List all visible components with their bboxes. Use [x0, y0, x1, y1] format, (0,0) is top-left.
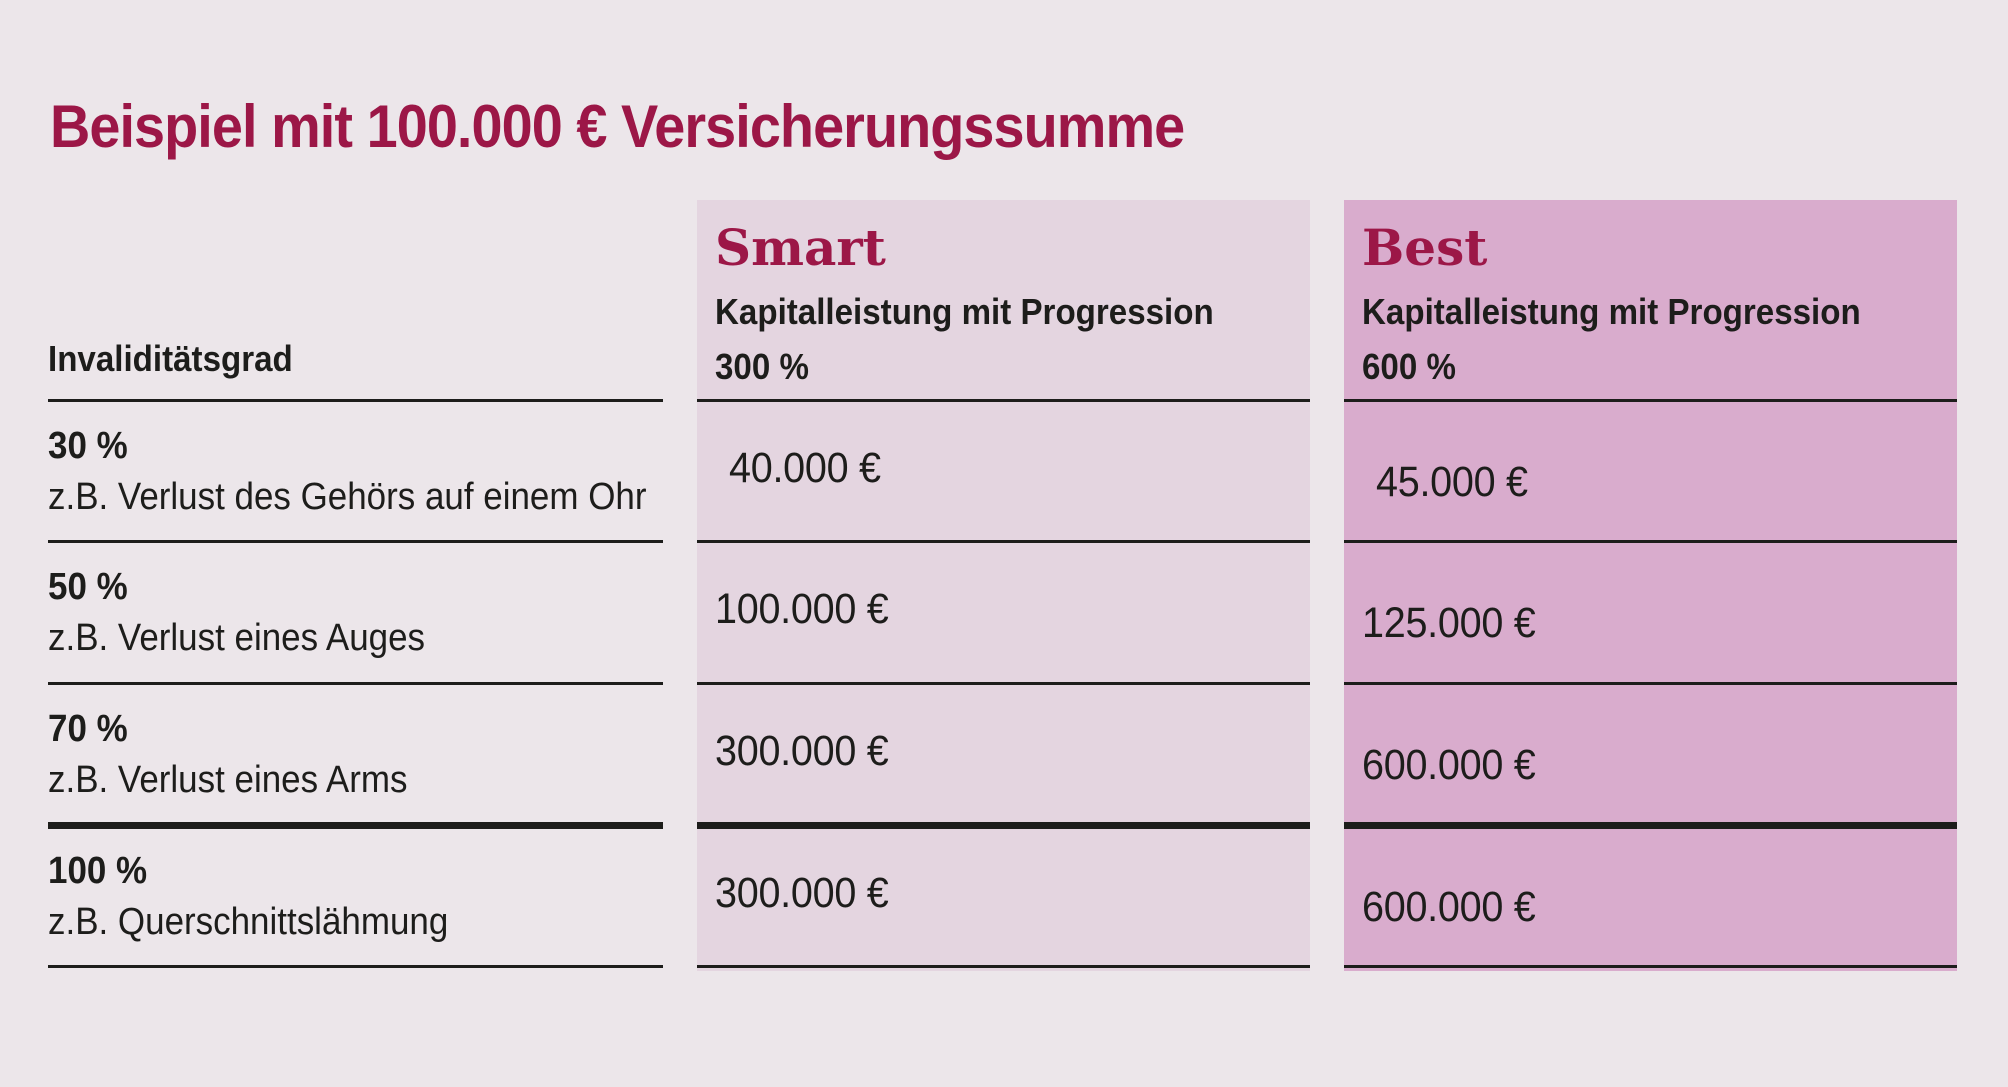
smart-column-header [715, 218, 1310, 394]
grade-value: 50 % [48, 566, 128, 608]
row-divider [48, 540, 663, 543]
best-benefit-value: 600.000 € [1362, 741, 1536, 789]
row-divider-thick [697, 822, 1310, 829]
table-row-label [48, 705, 663, 803]
table-row-label [48, 422, 663, 520]
row-divider [697, 682, 1310, 685]
bottom-divider [697, 965, 1310, 968]
smart-subtitle: Kapitalleistung mit Progression [715, 291, 1214, 332]
header-divider [1344, 399, 1957, 402]
grade-value: 30 % [48, 425, 128, 467]
best-benefit-value: 125.000 € [1362, 599, 1536, 647]
smart-benefit-value: 300.000 € [715, 727, 889, 775]
smart-benefit-value: 40.000 € [729, 444, 881, 492]
best-subtitle: Kapitalleistung mit Progression [1362, 291, 1861, 332]
grade-example: z.B. Verlust eines Arms [48, 759, 408, 801]
best-benefit-value: 45.000 € [1376, 458, 1528, 506]
row-divider [48, 682, 663, 685]
row-divider-thick [48, 822, 663, 829]
grade-example: z.B. Verlust des Gehörs auf einem Ohr [48, 476, 647, 518]
best-progression: 600 % [1362, 346, 1456, 387]
row-divider-thick [1344, 822, 1957, 829]
row-divider [697, 540, 1310, 543]
row-divider [1344, 682, 1957, 685]
best-column-header [1362, 218, 1957, 394]
header-divider [48, 399, 663, 402]
table-row-label [48, 847, 663, 945]
header-divider [697, 399, 1310, 402]
table-row-label [48, 563, 663, 661]
page-title: Beispiel mit 100.000 € Versicherungssumme [50, 93, 1185, 161]
grade-example: z.B. Querschnittslähmung [48, 901, 449, 943]
best-benefit-value: 600.000 € [1362, 883, 1536, 931]
smart-plan-name: Smart [715, 218, 886, 277]
grade-example: z.B. Verlust eines Auges [48, 617, 426, 659]
grade-value: 70 % [48, 708, 128, 750]
smart-benefit-value: 100.000 € [715, 585, 889, 633]
grade-value: 100 % [48, 850, 148, 892]
smart-progression: 300 % [715, 346, 809, 387]
bottom-divider [48, 965, 663, 968]
smart-benefit-value: 300.000 € [715, 869, 889, 917]
bottom-divider [1344, 965, 1957, 968]
row-header-label: Invaliditätsgrad [48, 338, 293, 379]
best-plan-name: Best [1362, 218, 1488, 277]
row-divider [1344, 540, 1957, 543]
